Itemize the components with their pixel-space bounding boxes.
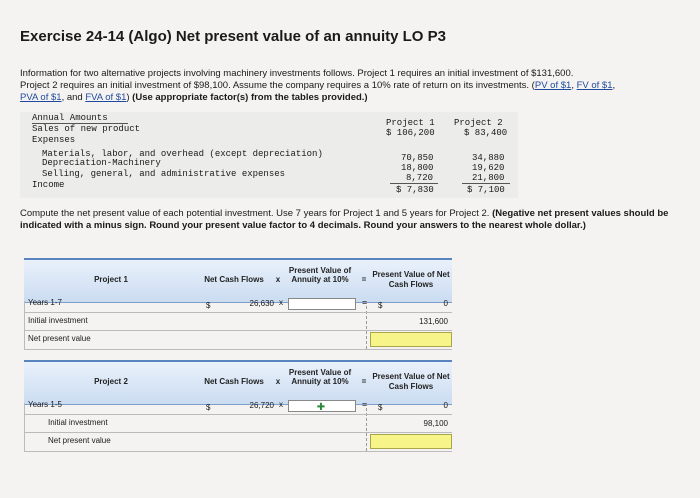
project2-ncf-value[interactable]: 26,720 — [249, 401, 274, 410]
project1-ncf-dollar: $ — [206, 301, 211, 310]
project2-bottom-border — [24, 451, 452, 452]
materials-label: Materials, labor, and overhead (except depreciation) — [42, 149, 323, 159]
task-bold-note: (Negative net present values should be indicated with a minus sign. Round your present value factor to 4 decimals. Round your answers to the nearest whole dollar.) — [20, 208, 669, 231]
materials-project1: 70,850 — [401, 153, 434, 163]
plus-cursor-icon: ✚ — [316, 402, 326, 413]
net-present-value-label: Net present value — [28, 334, 91, 343]
sales-project2: $ 83,400 — [464, 128, 508, 138]
project1-pv-dollar: $ — [378, 301, 383, 310]
project1-npv-table — [24, 258, 452, 350]
project1-title: Project 1 — [94, 275, 128, 284]
times-header: x — [275, 275, 281, 284]
depreciation-label: Depreciation-Machinery — [42, 158, 161, 168]
project2-pv-ncf-value[interactable]: 0 — [443, 401, 448, 410]
project2-ncf-dollar: $ — [206, 403, 211, 412]
expenses-label: Expenses — [32, 135, 76, 145]
sales-project1: $ 106,200 — [386, 128, 435, 138]
sga-label: Selling, general, and administrative expenses — [42, 169, 286, 179]
intro-line2: Project 2 requires an initial investment of $98,100. Assume the company requires a 10% rate of return on its investments. ( — [20, 80, 535, 91]
project1-row-line-2 — [24, 330, 452, 331]
project2-divider — [366, 403, 368, 451]
project1-ncf-value[interactable]: 26,630 — [249, 299, 274, 308]
amounts-col-project1: Project 1 — [386, 118, 435, 128]
pv-ncf-header: Present Value of Net Cash Flows — [372, 372, 450, 391]
depreciation-project1: 18,800 — [401, 163, 434, 173]
net-present-value-label: Net present value — [48, 436, 111, 445]
project1-npv-input[interactable] — [370, 332, 452, 347]
amounts-header: Annual Amounts — [32, 113, 108, 123]
project1-header — [24, 258, 452, 303]
project2-header — [24, 360, 452, 405]
project1-pv-ncf-value[interactable]: 0 — [443, 299, 448, 308]
project1-divider — [366, 301, 368, 349]
materials-project2: 34,880 — [472, 153, 505, 163]
project2-pv-dollar: $ — [378, 403, 383, 412]
project2-npv-table — [24, 360, 452, 452]
initial-investment-label: Initial investment — [48, 418, 108, 427]
project1-left-border — [24, 301, 25, 349]
project1-pv-factor-input[interactable] — [288, 298, 356, 310]
project2-npv-input[interactable] — [370, 434, 452, 449]
years-1-5-label: Years 1-5 — [28, 400, 62, 409]
sales-label: Sales of new product — [32, 124, 141, 134]
page-title: Exercise 24-14 (Algo) Net present value of an annuity LO P3 — [20, 28, 446, 45]
equals-header: = — [361, 377, 367, 386]
pv-annuity-header: Present Value of Annuity at 10% — [288, 266, 352, 284]
sga-project2: 21,800 — [472, 173, 505, 183]
annual-amounts-table — [20, 112, 518, 198]
income-project1: $ 7,830 — [396, 185, 434, 195]
task-instructions — [20, 208, 690, 231]
intro-and: , and — [61, 92, 83, 103]
project2-initial-investment-value: 98,100 — [423, 419, 448, 428]
income-label: Income — [32, 180, 65, 190]
total-rule-project2 — [462, 183, 510, 184]
project1-times: x — [279, 298, 283, 307]
intro-paragraph: Information for two alternative projects involving machinery investments follows. Project 1 requires an initial investment of $131,600. Project 2 requires an initial investment of $98,100. Assume the company requires a 10% rate of return on its investments. (PV of $1, FV of $1, PVA of $1, and FVA of $1) (Use appropriate factor(s) from the tables provided.) — [20, 68, 616, 103]
project2-title: Project 2 — [94, 377, 128, 386]
ncf-header: Net Cash Flows — [204, 377, 264, 386]
project1-bottom-border — [24, 349, 452, 350]
pva-of-1-link[interactable]: PVA of $1 — [20, 92, 62, 103]
intro-instruction: (Use appropriate factor(s) from the tables provided.) — [132, 92, 368, 103]
total-rule-project1 — [390, 183, 438, 184]
project2-left-border — [24, 403, 25, 451]
fv-of-1-link[interactable]: FV of $1 — [576, 80, 613, 91]
pv-annuity-header: Present Value of Annuity at 10% — [288, 368, 352, 386]
project2-times: x — [279, 400, 283, 409]
fva-of-1-link[interactable]: FVA of $1 — [85, 92, 127, 103]
project2-equals: = — [362, 400, 367, 409]
project1-row-line-1 — [24, 312, 452, 313]
sga-project1: 8,720 — [406, 173, 434, 183]
income-project2: $ 7,100 — [467, 185, 505, 195]
pv-ncf-header: Present Value of Net Cash Flows — [372, 270, 450, 289]
intro-line1: Information for two alternative projects involving machinery investments follows. Project 1 requires an initial investment of $131,600. — [20, 68, 574, 79]
project2-row-line-1 — [24, 414, 452, 415]
project2-pv-factor-input[interactable] — [288, 400, 356, 412]
equals-header: = — [361, 275, 367, 284]
times-header: x — [275, 377, 281, 386]
project1-initial-investment-value: 131,600 — [419, 317, 448, 326]
ncf-header: Net Cash Flows — [204, 275, 264, 284]
pv-of-1-link[interactable]: PV of $1 — [534, 80, 572, 91]
project2-row-line-2 — [24, 432, 452, 433]
task-text: Compute the net present value of each potential investment. Use 7 years for Project 1 and 5 years for Project 2. — [20, 208, 490, 219]
depreciation-project2: 19,620 — [472, 163, 505, 173]
years-1-7-label: Years 1-7 — [28, 298, 62, 307]
amounts-col-project2: Project 2 — [454, 118, 503, 128]
project1-equals: = — [362, 298, 367, 307]
initial-investment-label: Initial investment — [28, 316, 88, 325]
